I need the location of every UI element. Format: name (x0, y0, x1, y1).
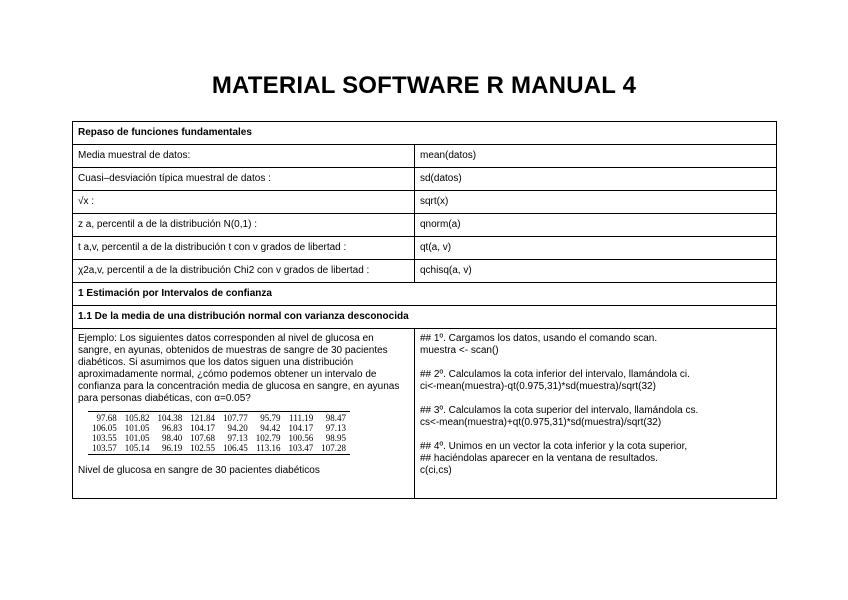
function-description: √x : (73, 191, 415, 214)
data-cell: 96.19 (154, 443, 187, 455)
data-cell: 104.17 (190, 423, 215, 433)
section-heading-1: 1 Estimación por Intervalos de confianza (73, 283, 777, 306)
data-cell: 105.82 (121, 412, 154, 424)
table-row (73, 191, 777, 214)
code-comment: ## 3º. Calculamos la cota superior del intervalo, llamándola cs. (420, 405, 699, 416)
data-cell: 98.95 (325, 433, 346, 443)
code-line: c(ci,cs) (420, 465, 452, 476)
data-cell: 106.05 (92, 423, 117, 433)
function-description: χ2a,v, percentil a de la distribución Chi2 con v grados de libertad : (73, 260, 415, 283)
function-code: qchisq(a, v) (415, 260, 777, 283)
data-cell: 96.83 (162, 423, 183, 433)
data-cell: 111.19 (285, 412, 318, 424)
data-cell: 94.20 (227, 423, 248, 433)
data-cell: 97.68 (88, 412, 121, 424)
code-line: ci<-mean(muestra)-qt(0.975,31)*sd(muestra)/sqrt(32) (420, 381, 656, 392)
code-line: muestra <- scan() (420, 345, 499, 356)
glucose-data-table (88, 411, 350, 455)
data-cell: 107.77 (219, 412, 252, 424)
example-text: Ejemplo: Los siguientes datos corresponden al nivel de glucosa en sangre, en ayunas, obtenidos de muestras de sangre de 30 pacientes diabéticos. Si asumimos que los datos siguen una distribución aproximadamente normal, ¿cómo podemos obtener un intervalo de confianza para la concentración media de glucosa en sangre, en ayunas para personas diabéticas, con α=0.05? (78, 333, 400, 404)
data-cell: 94.42 (260, 423, 281, 433)
data-cell: 121.84 (186, 412, 219, 424)
function-description: Media muestral de datos: (73, 145, 415, 168)
data-cell: 102.55 (186, 443, 219, 455)
data-cell: 107.28 (317, 443, 350, 455)
table-row (73, 214, 777, 237)
table-row (88, 423, 350, 433)
data-cell: 97.13 (325, 423, 346, 433)
function-code: sd(datos) (415, 168, 777, 191)
data-cell: 98.40 (162, 433, 183, 443)
data-cell: 102.79 (255, 433, 281, 443)
section-heading-1-1: 1.1 De la media de una distribución normal con varianza desconocida (73, 306, 777, 329)
data-cell: 103.47 (285, 443, 318, 455)
table-row (88, 412, 350, 424)
table-row (73, 260, 777, 283)
section-row (73, 306, 777, 329)
section-row (73, 122, 777, 145)
function-code: mean(datos) (415, 145, 777, 168)
function-description: z a, percentil a de la distribución N(0,1) : (73, 214, 415, 237)
data-cell: 98.47 (317, 412, 350, 424)
content-table (72, 121, 777, 499)
data-cell: 97.13 (227, 433, 248, 443)
data-cell: 113.16 (252, 443, 285, 455)
function-description: Cuasi–desviación típica muestral de datos : (73, 168, 415, 191)
data-cell: 95.79 (252, 412, 285, 424)
data-cell: 105.14 (121, 443, 154, 455)
code-comment: ## 2º. Calculamos la cota inferior del intervalo, llamándola ci. (420, 369, 690, 380)
code-line: cs<-mean(muestra)+qt(0.975,31)*sd(muestra)/sqrt(32) (420, 417, 662, 428)
function-code: qnorm(a) (415, 214, 777, 237)
data-caption: Nivel de glucosa en sangre de 30 pacientes diabéticos (78, 465, 320, 476)
data-cell: 101.05 (124, 423, 150, 433)
r-code-cell (415, 329, 777, 499)
data-cell: 103.55 (92, 433, 117, 443)
data-cell: 103.57 (88, 443, 121, 455)
data-cell: 101.05 (124, 433, 150, 443)
data-cell: 107.68 (190, 433, 215, 443)
code-comment: ## 1º. Cargamos los datos, usando el comando scan. (420, 333, 658, 344)
function-code: sqrt(x) (415, 191, 777, 214)
example-cell (73, 329, 415, 499)
table-row (88, 443, 350, 455)
page-title: MATERIAL SOFTWARE R MANUAL 4 (211, 72, 637, 99)
section-heading-review: Repaso de funciones fundamentales (73, 122, 777, 145)
code-comment: ## 4º. Unimos en un vector la cota inferior y la cota superior, (420, 441, 688, 452)
data-cell: 100.56 (288, 433, 314, 443)
data-cell: 104.38 (154, 412, 187, 424)
data-cell: 106.45 (219, 443, 252, 455)
function-code: qt(a, v) (415, 237, 777, 260)
table-row (88, 433, 350, 443)
table-row (73, 145, 777, 168)
function-description: t a,v, percentil a de la distribución t con v grados de libertad : (73, 237, 415, 260)
code-comment: ## haciéndolas aparecer en la ventana de resultados. (420, 453, 658, 464)
table-row (73, 168, 777, 191)
example-row (73, 329, 777, 499)
table-row (73, 237, 777, 260)
data-cell: 104.17 (288, 423, 314, 433)
section-row (73, 283, 777, 306)
